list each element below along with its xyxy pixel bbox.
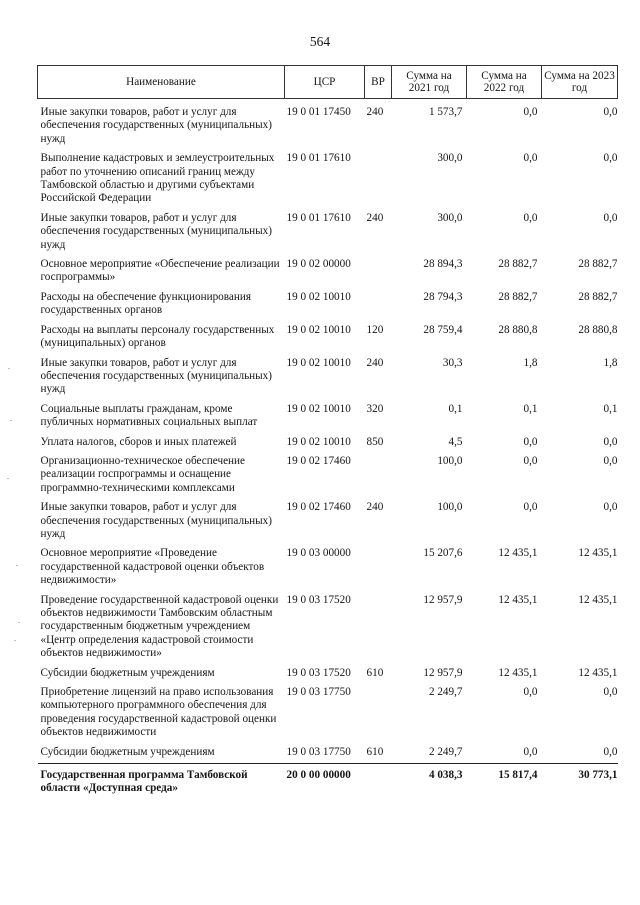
table-row — [38, 434, 618, 453]
row-name-cell: Выполнение кадастровых и землеустроительных работ по уточнению описаний границ между Тамбовской областью и другими субъектами Российской Федерации — [40, 152, 275, 205]
row-vr-cell — [365, 289, 392, 322]
row-2021-cell: 300,0 — [437, 152, 463, 165]
row-csr-cell: 19 0 03 17520 — [286, 593, 351, 606]
table-row — [38, 744, 618, 764]
table-row — [38, 289, 618, 322]
table-header-row — [38, 66, 618, 99]
row-2022-cell: 0,0 — [523, 211, 538, 224]
row-csr-cell: 19 0 02 17460 — [286, 454, 351, 467]
row-vr-cell — [365, 592, 392, 665]
row-csr-cell: 19 0 02 10010 — [286, 435, 351, 448]
row-csr-cell: 19 0 03 17750 — [286, 745, 351, 758]
scan-margin-specks — [4, 360, 22, 660]
col-header-name: Наименование — [38, 66, 285, 99]
row-2023-cell: 0,0 — [603, 745, 618, 758]
page-number: 564 — [309, 34, 331, 49]
row-csr-cell: 19 0 02 00000 — [286, 258, 351, 271]
row-name-cell: Приобретение лицензий на право использования компьютерного программного обеспечения для проведения государственной кадастровой оценки объектов недвижимости — [40, 686, 277, 739]
row-vr-cell — [365, 545, 392, 591]
row-2022-cell: 28 880,8 — [498, 323, 538, 336]
row-2022-cell: 15 817,4 — [467, 764, 542, 800]
row-2023-cell: 0,0 — [603, 686, 618, 699]
table-row — [38, 665, 618, 684]
table-row — [38, 256, 618, 289]
row-name-cell: Иные закупки товаров, работ и услуг для обеспечения государственных (муниципальных) нужд — [40, 501, 272, 540]
row-csr-cell: 19 0 02 10010 — [286, 356, 351, 369]
row-vr-cell: 240 — [366, 106, 384, 118]
row-2022-cell: 1,8 — [523, 356, 538, 369]
row-2021-cell: 28 794,3 — [423, 290, 463, 303]
row-2021-cell: 2 249,7 — [428, 745, 463, 758]
col-header-2021: Сумма на 2021 год — [392, 66, 467, 99]
row-name-cell: Государственная программа Тамбовской области «Доступная среда» — [38, 764, 285, 800]
row-vr-cell — [365, 453, 392, 499]
row-2021-cell: 30,3 — [442, 356, 463, 369]
row-2022-cell: 12 435,1 — [498, 593, 538, 606]
row-csr-cell: 19 0 01 17610 — [286, 152, 351, 165]
row-2021-cell: 4,5 — [448, 435, 463, 448]
row-vr-cell: 240 — [366, 211, 384, 224]
row-name-cell: Расходы на выплаты персоналу государственных (муниципальных) органов — [40, 323, 275, 350]
row-2022-cell: 0,0 — [523, 686, 538, 699]
row-2023-cell: 28 882,7 — [578, 258, 618, 271]
budget-table — [37, 65, 618, 800]
table-row — [38, 592, 618, 665]
row-csr-cell: 19 0 02 17460 — [286, 501, 351, 514]
row-vr-cell: 610 — [366, 666, 384, 679]
row-2021-cell: 0,1 — [448, 402, 463, 415]
row-2022-cell: 0,0 — [523, 435, 538, 448]
row-csr-cell: 19 0 03 00000 — [286, 547, 351, 560]
row-2022-cell: 12 435,1 — [498, 666, 538, 679]
row-2022-cell: 0,0 — [523, 454, 538, 467]
row-2022-cell: 0,1 — [523, 402, 538, 415]
row-csr-cell: 19 0 03 17750 — [286, 686, 351, 699]
row-2022-cell: 0,0 — [523, 152, 538, 165]
row-vr-cell — [365, 256, 392, 289]
table-row — [38, 322, 618, 355]
row-2021-cell: 12 957,9 — [423, 593, 463, 606]
row-2021-cell: 100,0 — [437, 501, 463, 514]
table-row — [38, 150, 618, 210]
row-2021-cell: 28 894,3 — [423, 258, 463, 271]
row-2023-cell: 12 435,1 — [578, 547, 618, 560]
row-2023-cell: 30 773,1 — [542, 764, 618, 800]
table-row — [38, 545, 618, 591]
row-vr-cell — [365, 150, 392, 210]
row-csr-cell: 20 0 00 00000 — [285, 764, 365, 800]
row-2023-cell: 12 435,1 — [578, 593, 618, 606]
row-name-cell: Иные закупки товаров, работ и услуг для обеспечения государственных (муниципальных) нужд — [40, 211, 272, 251]
row-2021-cell: 2 249,7 — [428, 686, 463, 699]
row-2021-cell: 100,0 — [437, 454, 463, 467]
row-2023-cell: 1,8 — [603, 356, 618, 369]
row-name-cell: Иные закупки товаров, работ и услуг для обеспечения государственных (муниципальных) нужд — [40, 106, 272, 145]
row-vr-cell: 120 — [366, 323, 384, 336]
table-row — [38, 401, 618, 434]
table-row — [38, 210, 618, 256]
row-vr-cell — [365, 764, 392, 800]
row-2021-cell: 28 759,4 — [423, 323, 463, 336]
row-csr-cell: 19 0 03 17520 — [286, 666, 351, 679]
row-2023-cell: 28 882,7 — [578, 290, 618, 303]
row-2021-cell: 300,0 — [437, 211, 463, 224]
row-2023-cell: 0,0 — [603, 211, 618, 224]
table-row — [38, 684, 618, 744]
row-name-cell: Основное мероприятие «Обеспечение реализации госпрограммы» — [40, 258, 280, 284]
row-2023-cell: 12 435,1 — [578, 666, 618, 679]
row-name-cell: Проведение государственной кадастровой оценки объектов недвижимости Тамбовским областным государственным бюджетным учреждением «Центр определения кадастровой стоимости объектов недвижимости» — [40, 593, 279, 660]
col-header-csr: ЦСР — [285, 66, 365, 99]
table-body — [38, 99, 618, 800]
table-row — [38, 764, 618, 800]
row-2021-cell: 15 207,6 — [423, 547, 463, 560]
row-name-cell: Социальные выплаты гражданам, кроме публичных нормативных социальных выплат — [40, 402, 258, 429]
row-vr-cell: 240 — [366, 501, 384, 514]
row-2022-cell: 0,0 — [523, 106, 538, 118]
row-vr-cell: 240 — [366, 356, 384, 369]
row-csr-cell: 19 0 01 17610 — [286, 211, 351, 224]
row-vr-cell: 320 — [366, 402, 384, 415]
row-name-cell: Субсидии бюджетным учреждениям — [40, 745, 215, 758]
row-2022-cell: 12 435,1 — [498, 547, 538, 560]
row-vr-cell: 610 — [366, 745, 384, 758]
row-2022-cell: 0,0 — [523, 745, 538, 758]
row-name-cell: Расходы на обеспечение функционирования государственных органов — [40, 290, 251, 317]
table-row — [38, 355, 618, 401]
row-2023-cell: 28 880,8 — [578, 323, 618, 336]
row-2021-cell: 1 573,7 — [428, 106, 463, 118]
row-2023-cell: 0,0 — [603, 501, 618, 514]
row-name-cell: Субсидии бюджетным учреждениям — [40, 666, 215, 679]
row-2021-cell: 12 957,9 — [423, 666, 463, 679]
row-name-cell: Основное мероприятие «Проведение государственной кадастровой оценки объектов недвижимости» — [40, 547, 265, 587]
row-csr-cell: 19 0 02 10010 — [286, 290, 351, 303]
row-vr-cell — [365, 684, 392, 744]
row-2023-cell: 0,1 — [603, 402, 618, 415]
row-2021-cell: 4 038,3 — [392, 764, 467, 800]
row-2022-cell: 28 882,7 — [498, 290, 538, 303]
table-row — [38, 499, 618, 545]
row-vr-cell: 850 — [366, 435, 384, 448]
row-2023-cell: 0,0 — [603, 435, 618, 448]
row-2023-cell: 0,0 — [603, 152, 618, 165]
table-row — [38, 453, 618, 499]
row-csr-cell: 19 0 02 10010 — [286, 323, 351, 336]
col-header-vr: ВР — [365, 66, 392, 99]
row-name-cell: Иные закупки товаров, работ и услуг для обеспечения государственных (муниципальных) нужд — [40, 356, 272, 396]
row-csr-cell: 19 0 02 10010 — [286, 402, 351, 415]
row-2023-cell: 0,0 — [603, 106, 618, 118]
row-csr-cell: 19 0 01 17450 — [286, 106, 351, 118]
col-header-2023: Сумма на 2023 год — [542, 66, 618, 99]
col-header-2022: Сумма на 2022 год — [467, 66, 542, 99]
table-row — [38, 99, 618, 151]
row-2022-cell: 0,0 — [523, 501, 538, 514]
row-name-cell: Организационно-техническое обеспечение реализации госпрограммы и оснащение программно-техническими комплексами — [40, 454, 245, 494]
row-name-cell: Уплата налогов, сборов и иных платежей — [40, 435, 237, 448]
row-2022-cell: 28 882,7 — [498, 258, 538, 271]
row-2023-cell: 0,0 — [603, 454, 618, 467]
